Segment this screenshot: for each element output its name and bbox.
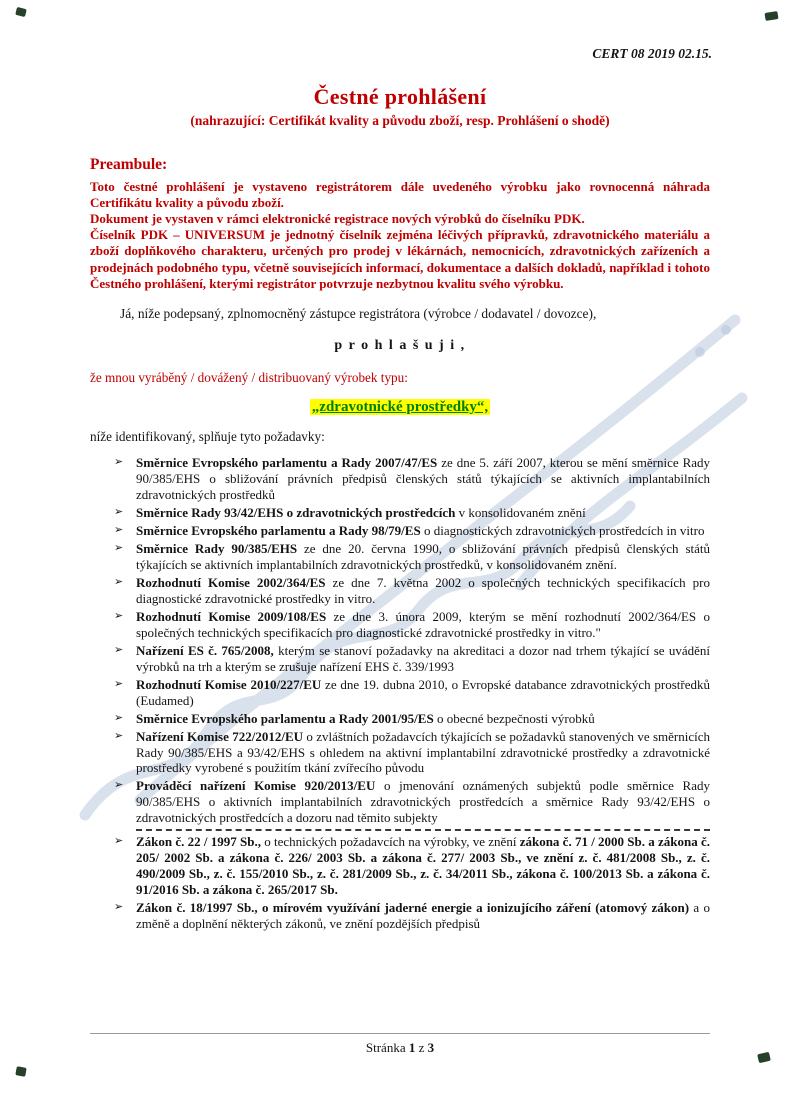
text-segment: v konsolidovaném znění: [455, 504, 586, 520]
declaration-statement: p r o h l a š u j i ,: [334, 337, 466, 353]
text-segment: z: [415, 1040, 428, 1055]
text-segment: o technických požadavcích na výrobky, ve znění: [260, 834, 520, 850]
preamble-paragraph: Toto čestné prohlášení je vystaveno registrátorem dále uvedeného výrobku jako rovnocenná náhrada Certifikátu kvality a původu zboží.: [90, 179, 710, 211]
list-item-text: [136, 455, 710, 502]
corner-scan-mark: [15, 1066, 26, 1077]
product-type-highlight: „zdravotnické prostředky“,: [311, 398, 489, 415]
text-segment: ze dne 5. září 2007, kterou se mění směrnice Rady 90/385/EHS o sbližování právních předpisů členských států týkajících se aktivních implantabilních zdravotnických prostředků: [136, 454, 711, 502]
dashed-separator: [136, 829, 710, 831]
text-segment-bold: Rozhodnutí Komise 2002/364/ES: [136, 574, 326, 590]
list-item: [114, 778, 710, 826]
arrow-bullet-icon: ➢: [114, 729, 124, 742]
arrow-bullet-icon: ➢: [114, 677, 124, 690]
text-segment: Stránka: [365, 1040, 409, 1055]
page-title: Čestné prohlášení: [313, 84, 487, 109]
list-item: [114, 643, 710, 675]
text-segment-bold: Směrnice Rady 93/42/EHS o zdravotnických prostředcích: [136, 504, 456, 520]
text-segment-bold: Zákon č. 18/1997 Sb., o mírovém využívání jaderné energie a ionizujícího záření (atomový zákon): [136, 900, 690, 916]
text-segment: a o změně a doplnění některých zákonů, ve znění pozdějších předpisů: [136, 900, 710, 932]
list-item: [114, 900, 710, 932]
product-type-line: [90, 398, 710, 416]
list-item: [114, 834, 710, 898]
text-segment: o zvláštních požadavcích týkajících se požadavků stanovených ve směrnicích Rady 90/385/EHS a 93/42/EHS s ohledem na aktivní implantabilní zdravotnické prostředky a zdravotnické prostředky vyrobené s použitím tkání zvířecího původu: [136, 728, 710, 776]
arrow-bullet-icon: ➢: [114, 835, 124, 848]
text-segment: o jmenování oznámených subjektů podle směrnice Rady 90/385/EHS o aktivních implantabilních zdravotnických prostředcích a směrnice Rady 93/42/EHS o zdravotnických prostředcích a dozoru nad těmito subjekty: [136, 778, 710, 826]
list-item-text: [136, 834, 710, 897]
text-segment-bold: Zákon č. 22 / 1997 Sb.,: [136, 834, 261, 850]
list-item-text: [136, 677, 710, 708]
text-segment-bold: Směrnice Evropského parlamentu a Rady 2007/47/ES: [136, 454, 438, 470]
text-segment: kterým se stanoví požadavky na akreditaci a dozor nad trhem týkající se uvádění výrobků na trh a kterým se zrušuje nařízení EHS č. 339/1993: [136, 642, 710, 674]
preamble-paragraph: Číselník PDK – UNIVERSUM je jednotný číselník zejména léčivých přípravků, zdravotnického materiálu a zboží doplňkového charakteru, určených pro prodej v lékárnách, nemocnicích, zdravotnických zařízeních a prodejnách podobného typu, včetně souvisejících informací, dokumentace a dalších dokladů, například i tohoto Čestného prohlášení, kterými registrátor potvrzuje nezbytnou kvalitu svého výrobku.: [90, 227, 710, 291]
list-item-text: [136, 523, 704, 538]
text-segment: o diagnostických zdravotnických prostředcích in vitro: [420, 522, 705, 538]
arrow-bullet-icon: ➢: [114, 901, 124, 914]
list-item: [114, 609, 710, 641]
page-subtitle: (nahrazující: Certifikát kvality a původu zboží, resp. Prohlášení o shodě): [190, 113, 610, 128]
list-item-text: [136, 505, 586, 520]
list-item-text: [136, 609, 710, 640]
text-segment: ze dne 20. června 1990, o sbližování právních předpisů členských států týkajících se aktivních implantabilních zdravotnických prostředků, v konsolidovaném znění.: [136, 540, 710, 572]
list-item: [114, 505, 710, 521]
text-segment-bold: Rozhodnutí Komise 2009/108/ES: [136, 608, 327, 624]
product-type-intro: že mnou vyráběný / dovážený / distribuovaný výrobek typu:: [90, 369, 408, 385]
text-segment-bold: Směrnice Evropského parlamentu a Rady 98/79/ES: [136, 522, 421, 538]
arrow-bullet-icon: ➢: [114, 643, 124, 656]
list-item-text: [136, 541, 710, 572]
list-item-text: [136, 900, 710, 931]
text-segment: o obecné bezpečnosti výrobků: [433, 710, 595, 726]
footer-rule: [90, 1033, 710, 1034]
text-segment: ze dne 7. května 2002 o společných technických specifikacích pro diagnostické zdravotnické prostředky in vitro.: [136, 574, 710, 606]
list-item: [114, 541, 710, 573]
law-requirements-list: [90, 834, 710, 932]
list-item-text: [136, 711, 595, 726]
arrow-bullet-icon: ➢: [114, 609, 124, 622]
text-segment-bold: 1: [408, 1040, 416, 1055]
list-item-text: [136, 729, 710, 776]
list-item: [114, 523, 710, 539]
preamble-paragraph: Dokument je vystaven v rámci elektronické registrace nových výrobků do číselníku PDK.: [90, 211, 585, 227]
list-item-text: [136, 575, 710, 606]
list-item: [114, 711, 710, 727]
text-segment-bold: Směrnice Rady 90/385/EHS: [136, 540, 298, 556]
text-segment-bold: Směrnice Evropského parlamentu a Rady 2001/95/ES: [136, 710, 434, 726]
arrow-bullet-icon: ➢: [114, 505, 124, 518]
list-item: [114, 455, 710, 503]
preamble-heading: Preambule:: [90, 156, 168, 173]
arrow-bullet-icon: ➢: [114, 779, 124, 792]
text-segment-bold: Nařízení Komise 722/2012/EU: [136, 728, 304, 744]
arrow-bullet-icon: ➢: [114, 455, 124, 468]
text-segment-bold: 3: [427, 1040, 435, 1055]
page-footer: [90, 1033, 710, 1056]
text-segment-bold: Nařízení ES č. 765/2008,: [136, 642, 274, 658]
text-segment-bold: zákona č. 71 / 2000 Sb. a zákona č. 205/ 2002 Sb. a zákona č. 226/ 2003 Sb. a zákona č. 277/ 2003 Sb., ve znění z. č. 481/2008 Sb., z. č. 490/2009 Sb., z. č. 155/2010 Sb., z. č. 281/2009 Sb., z. č. 34/2011 Sb., zákona č. 100/2013 Sb. a zákona č. 91/2016 Sb. a zákona č. 265/2017 Sb.: [136, 834, 711, 898]
list-item: [114, 575, 710, 607]
declarant-line: Já, níže podepsaný, zplnomocněný zástupce registrátora (výrobce / dodavatel / dovozce),: [120, 305, 597, 321]
arrow-bullet-icon: ➢: [114, 523, 124, 536]
list-item: [114, 677, 710, 709]
document-ref: CERT 08 2019 02.15.: [592, 46, 712, 61]
text-segment: ze dne 19. dubna 2010, o Evropské databance zdravotnických prostředků (Eudamed): [136, 676, 711, 708]
list-item-text: [136, 643, 710, 674]
list-item-text: [136, 778, 710, 825]
arrow-bullet-icon: ➢: [114, 711, 124, 724]
page-number: [90, 1040, 710, 1056]
requirements-intro: níže identifikovaný, splňuje tyto požadavky:: [90, 428, 325, 444]
text-segment-bold: Rozhodnutí Komise 2010/227/EU: [136, 676, 322, 692]
corner-scan-mark: [757, 1052, 771, 1063]
text-segment: ze dne 3. února 2009, kterým se mění rozhodnutí 2002/364/ES o společných technických specifikacích pro diagnostické zdravotnické prostředky in vitro.": [136, 608, 710, 640]
list-item: [114, 729, 710, 777]
text-segment-bold: Prováděcí nařízení Komise 920/2013/EU: [136, 778, 376, 794]
preamble-body: [90, 179, 710, 292]
arrow-bullet-icon: ➢: [114, 541, 124, 554]
eu-requirements-list: [90, 455, 710, 827]
arrow-bullet-icon: ➢: [114, 575, 124, 588]
